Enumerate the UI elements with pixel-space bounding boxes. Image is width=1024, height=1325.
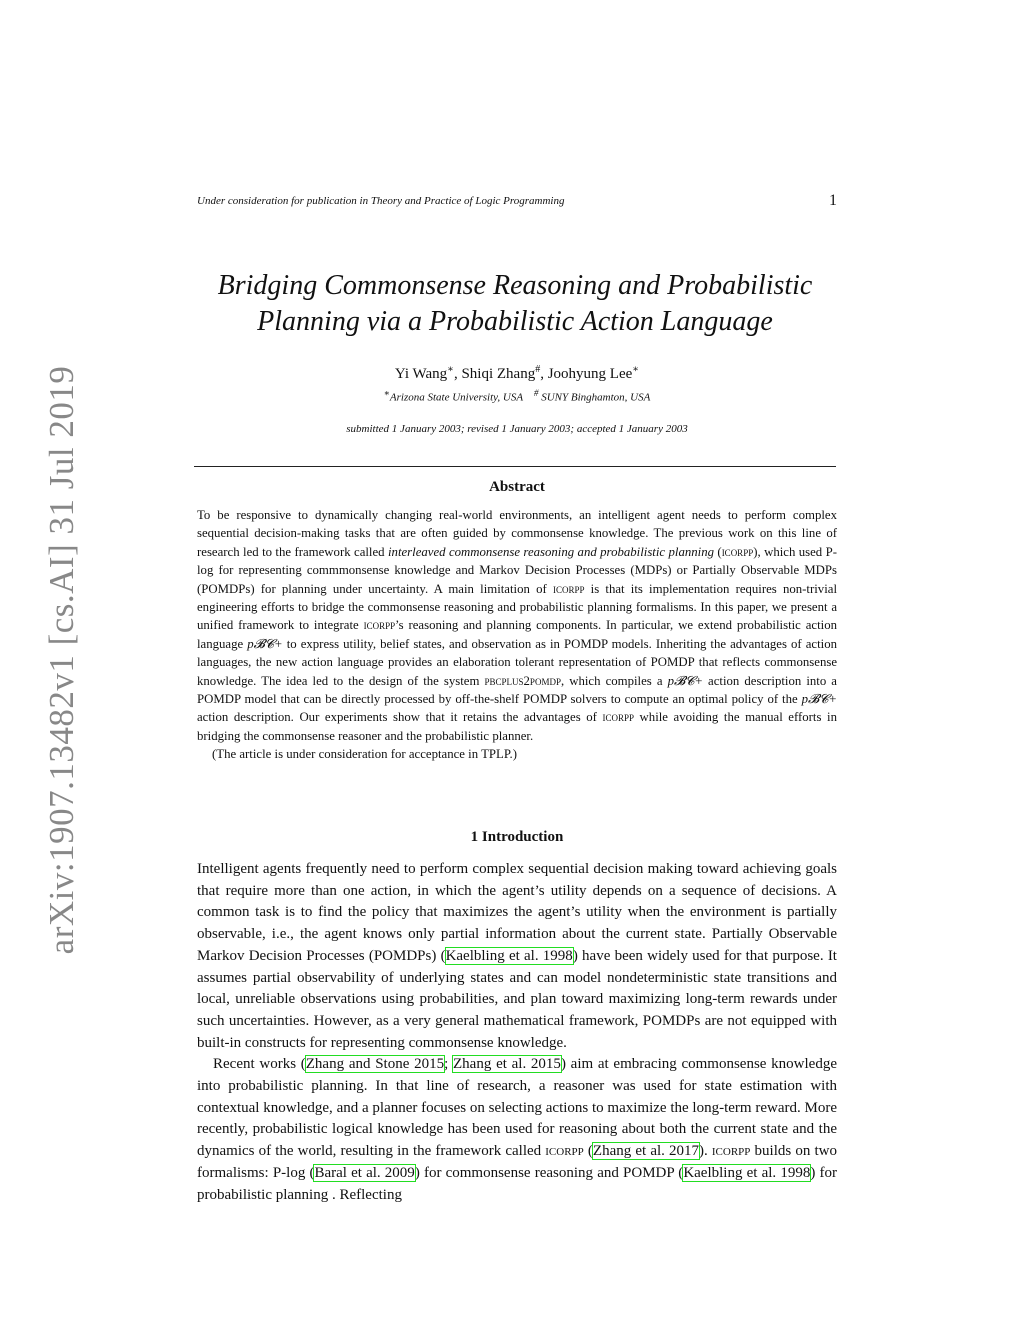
author-name: Joohyung Lee	[547, 366, 633, 382]
body-paragraph: Recent works (Zhang and Stone 2015; Zhang et al. 2015) aim at embracing commonsense knowledge into probabilistic planning. In that line of research, a reasoner was used for state estimation with contextual knowledge, and a planner focuses on selecting actions to maximize the long-term reward. More recently, probabilistic logical knowledge has been used for reasoning about both the current state and the dynamics of the world, resulting in the framework called icorpp (Zhang et al. 2017). icorpp builds on two formalisms: P-log (Baral et al. 2009) for commonsense reasoning and POMDP (Kaelbling et al. 1998) for probabilistic planning . Reflecting	[197, 1056, 837, 1203]
paper-title	[160, 268, 870, 340]
citation-link[interactable]: Zhang and Stone 2015	[305, 1056, 445, 1073]
citation-link[interactable]: Kaelbling et al. 1998	[683, 1164, 811, 1181]
affiliation: Arizona State University, USA	[389, 391, 523, 404]
abstract-body	[197, 506, 837, 764]
running-head: Under consideration for publication in Theory and Practice of Logic Programming	[197, 195, 565, 207]
affiliations: ∗Arizona State University, USA # SUNY Binghamton, USA	[383, 388, 651, 404]
author-name: Shiqi Zhang	[461, 366, 536, 382]
citation-link[interactable]: Zhang et al. 2017	[592, 1143, 700, 1160]
introduction-body	[197, 859, 837, 1206]
author-name: Yi Wang	[394, 366, 448, 382]
abstract-heading: Abstract	[489, 479, 545, 495]
body-paragraph: Intelligent agents frequently need to perform complex sequential decision making toward achieving goals that require more than one action, in which the agent’s utility depends on a sequence of decisions. A common task is to find the policy that maximizes the agent’s utility when the environment is partially observable, i.e., the agent knows only partial information about the current state. Partially Observable Markov Decision Processes (POMDPs) (Kaelbling et al. 1998) have been widely used for that purpose. It assumes partial observability of underlying states and can model nondeterministic state transitions and local, unreliable observations using probabilities, and plan toward maximizing long-term rewards under such uncertainties. However, as a very general mathematical framework, POMDPs are not equipped with built-in constructs for representing commonsense knowledge.	[197, 861, 837, 1051]
title-line-1: Bridging Commonsense Reasoning and Probabilistic	[217, 270, 813, 301]
author-list: Yi Wang∗, Shiqi Zhang#, Joohyung Lee∗	[394, 364, 640, 382]
affiliation: SUNY Binghamton, USA	[541, 391, 651, 404]
citation-link[interactable]: Baral et al. 2009	[314, 1164, 415, 1181]
page-number: 1	[829, 192, 837, 209]
title-line-2: Planning via a Probabilistic Action Language	[257, 306, 773, 337]
abstract-paragraph: To be responsive to dynamically changing real-world environments, an intelligent agent needs to perform complex sequential decision-making tasks that are often guided by commonsense knowledge. The previous work on this line of research led to the framework called interleaved commonsense reasoning and probabilistic planning (icorpp), which used P-log for representing commmonsense knowledge and Markov Decision Processes (MDPs) or Partially Observable MDPs (POMDPs) for planning under uncertainty. A main limitation of icorpp is that its implementation requires non-trivial engineering efforts to bridge the commonsense reasoning and probabilistic planning formalisms. In this paper, we present a unified framework to integrate icorpp’s reasoning and planning components. In particular, we extend probabilistic action language p𝓑𝓒+ to express utility, belief states, and observation as in POMDP models. Inheriting the advantages of action languages, the new action language provides an elaboration tolerant representation of POMDP that reflects commonsense knowledge. The idea led to the design of the system pbcplus2pomdp, which compiles a p𝓑𝓒+ action description into a POMDP model that can be directly processed by off-the-shelf POMDP solvers to compute an optimal policy of the p𝓑𝓒+ action description. Our experiments show that it retains the advantages of icorpp while avoiding the manual efforts in bridging the commonsense reasoner and the probabilistic planner.	[197, 508, 837, 743]
divider	[194, 466, 836, 467]
arxiv-stamp[interactable]: arXiv:1907.13482v1 [cs.AI] 31 Jul 2019	[42, 365, 81, 955]
citation-link[interactable]: Zhang et al. 2015	[453, 1056, 561, 1073]
submission-dates: submitted 1 January 2003; revised 1 January 2003; accepted 1 January 2003	[346, 423, 688, 435]
abstract-note: (The article is under consideration for acceptance in TPLP.)	[212, 747, 517, 762]
section-heading: 1 Introduction	[470, 829, 564, 845]
citation-link[interactable]: Kaelbling et al. 1998	[445, 947, 573, 964]
